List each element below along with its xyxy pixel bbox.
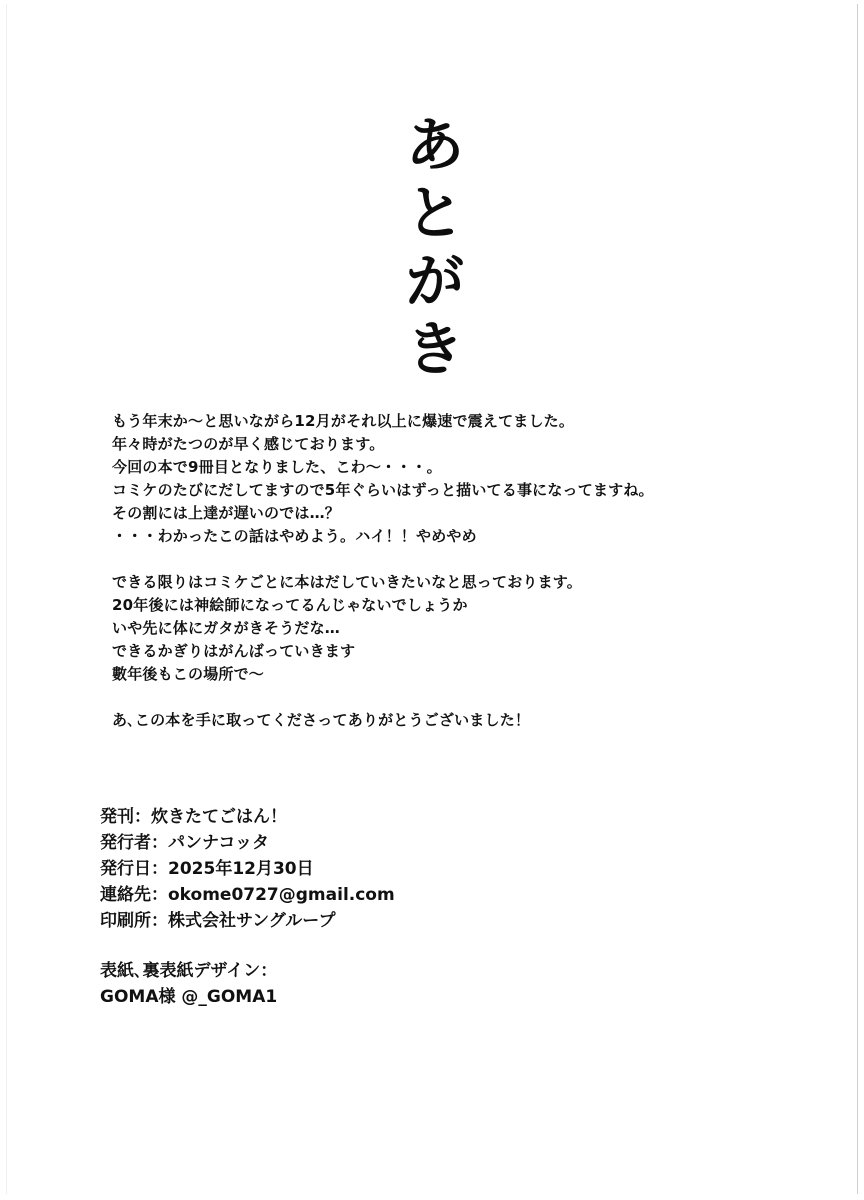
colophon-contact: 連絡先：okome0727@gmail.com [100, 885, 395, 905]
afterword-body [112, 410, 812, 732]
colophon-publication: 発刊：炊きたてごはん！ [100, 807, 287, 827]
paragraph-line: いや先に体にガタがきそうだな… [112, 619, 341, 637]
paragraph-line: もう年末か～と思いながら12月がそれ以上に爆速で震えてました。 [112, 412, 575, 430]
paragraph-gap [112, 548, 812, 571]
title-char: き [405, 315, 464, 383]
paragraph-line: コミケのたびにだしてますので5年ぐらいはずっと描いてる事になってますね。 [112, 481, 654, 499]
paragraph-line: 今回の本で9冊目となりました、こわ～・・・。 [112, 458, 442, 476]
closing-line: あ､この本を手に取ってくださってありがとうございました！ [112, 711, 531, 729]
paragraph-line: 年々時がたつのが早く感じております。 [112, 435, 385, 453]
colophon-gap [100, 934, 700, 958]
title-char: と [405, 179, 464, 247]
paragraph-line: できる限りはコミケごとに本はだしていきたいなと思っております。 [112, 573, 583, 591]
paragraph-gap [112, 686, 812, 709]
colophon-designer: GOMA様 @_GOMA1 [100, 987, 278, 1007]
colophon [100, 804, 700, 1010]
paragraph-line: ・・・わかったこの話はやめよう。ハイ！！やめやめ [112, 527, 477, 545]
colophon-printer: 印刷所：株式会社サングループ [100, 911, 336, 931]
paragraph-line: その割には上達が遅いのでは…？ [112, 504, 341, 522]
colophon-date: 発行日：2025年12月30日 [100, 859, 314, 879]
paragraph-line: できるかぎりはがんばっていきます [112, 642, 356, 660]
title-char: あ [405, 111, 464, 179]
page-title [400, 112, 470, 382]
colophon-publisher: 発行者：パンナコッタ [100, 833, 269, 853]
colophon-design-label: 表紙､裏表紙デザイン： [100, 961, 278, 981]
paragraph-line: 數年後もこの場所で～ [112, 665, 265, 683]
paragraph-line: 20年後には神絵師になってるんじゃないでしょうか [112, 596, 468, 614]
title-char: が [405, 247, 464, 315]
